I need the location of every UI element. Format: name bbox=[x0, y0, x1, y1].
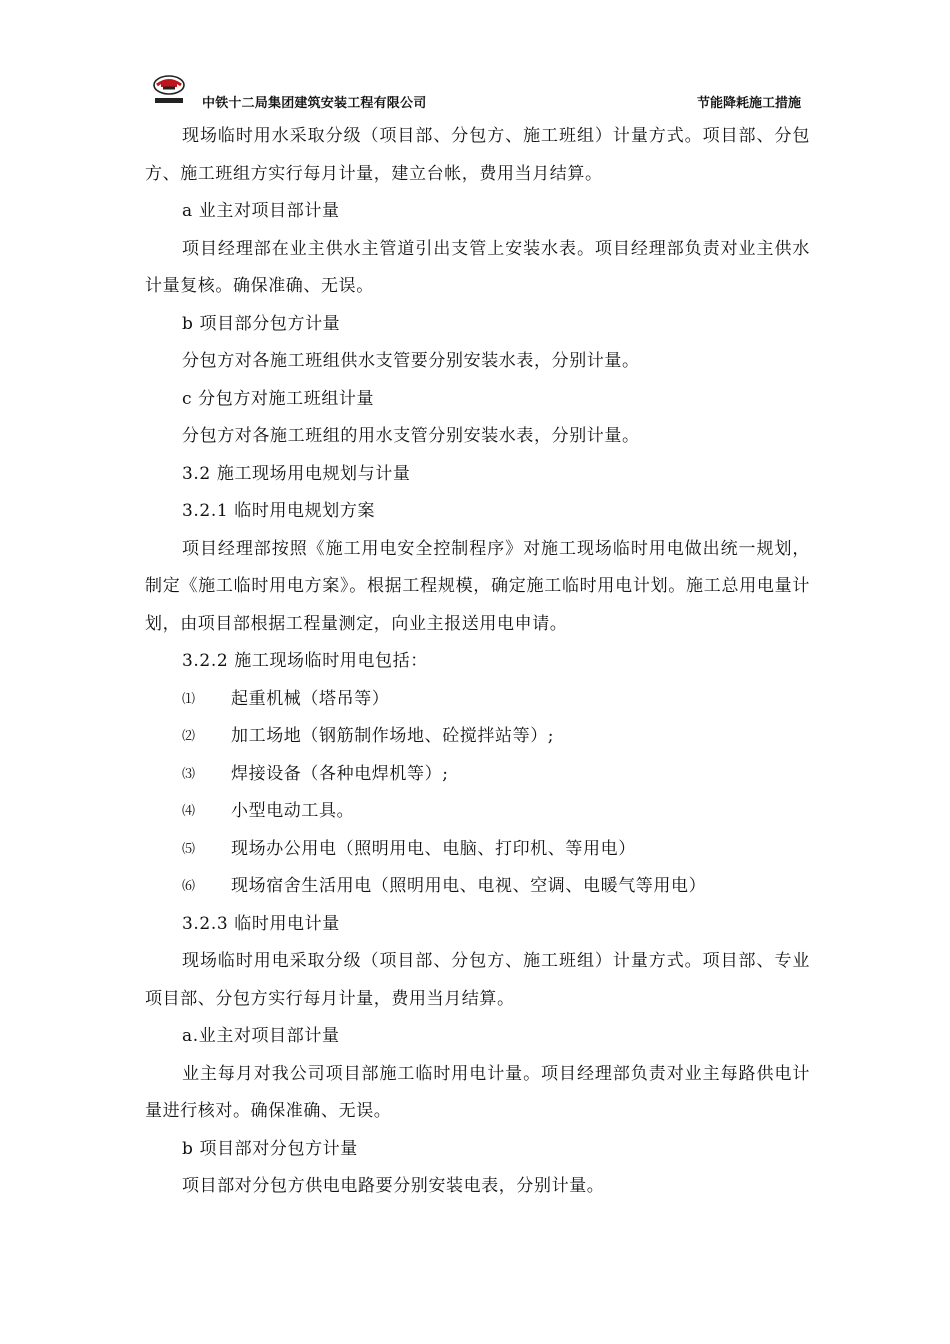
list-item bbox=[145, 718, 810, 756]
paragraph: 分包方对各施工班组的用水支管分别安装水表，分别计量。 bbox=[182, 426, 640, 446]
paragraph: 业主每月对我公司项目部施工临时用电计量。项目经理部负责对业主每路供电计量进行核对。确保准确、无误。 bbox=[145, 1063, 810, 1121]
list-item-text: 起重机械（塔吊等） bbox=[231, 688, 390, 709]
list-item bbox=[145, 868, 810, 906]
section-heading: a 业主对项目部计量 bbox=[182, 201, 340, 221]
section-heading: 3.2.1 临时用电规划方案 bbox=[182, 501, 376, 521]
company-logo bbox=[151, 74, 187, 106]
list-item-text: 现场办公用电（照明用电、电脑、打印机、等用电） bbox=[231, 838, 636, 859]
paragraph: 分包方对各施工班组供水支管要分别安装水表，分别计量。 bbox=[182, 351, 640, 371]
document-body bbox=[145, 118, 810, 1206]
list-item-number: ⑵ bbox=[182, 729, 196, 744]
list-item-text: 现场宿舍生活用电（照明用电、电视、空调、电暖气等用电） bbox=[231, 876, 707, 896]
section-heading: 3.2.3 临时用电计量 bbox=[182, 913, 340, 934]
list-item bbox=[145, 681, 810, 719]
section-heading: 3.2 施工现场用电规划与计量 bbox=[182, 463, 411, 484]
section-heading: a.业主对项目部计量 bbox=[182, 1026, 340, 1046]
list-item-text: 焊接设备（各种电焊机等）; bbox=[231, 763, 449, 784]
section-heading: c 分包方对施工班组计量 bbox=[182, 388, 375, 409]
list-item bbox=[145, 756, 810, 794]
list-item bbox=[145, 831, 810, 869]
paragraph: 项目经理部在业主供水主管道引出支管上安装水表。项目经理部负责对业主供水计量复核。确保准确、无误。 bbox=[145, 238, 810, 296]
paragraph: 项目经理部按照《施工用电安全控制程序》对施工现场临时用电做出统一规划，制定《施工临时用电方案》。根据工程规模，确定施工临时用电计划。施工总用电量计划，由项目部根据工程量测定，向业主报送用电申请。 bbox=[145, 538, 810, 634]
list-item-number: ⑷ bbox=[182, 804, 196, 819]
section-heading: 3.2.2 施工现场临时用电包括： bbox=[182, 651, 428, 671]
list-item-number: ⑶ bbox=[182, 766, 196, 782]
company-name: 中铁十二局集团建筑安装工程有限公司 bbox=[202, 96, 427, 111]
list-item-number: ⑸ bbox=[182, 841, 196, 857]
list-item-text: 小型电动工具。 bbox=[231, 801, 355, 821]
page-header bbox=[145, 72, 807, 112]
section-heading: b 项目部对分包方计量 bbox=[182, 1138, 358, 1159]
paragraph: 项目部对分包方供电电路要分别安装电表，分别计量。 bbox=[182, 1176, 605, 1196]
list-item-number: ⑹ bbox=[182, 879, 196, 894]
document-title: 节能降耗施工措施 bbox=[696, 96, 801, 111]
list-item bbox=[145, 793, 810, 831]
paragraph: 现场临时用电采取分级（项目部、分包方、施工班组）计量方式。项目部、专业项目部、分包方实行每月计量，费用当月结算。 bbox=[145, 951, 810, 1009]
list-item-number: ⑴ bbox=[182, 691, 196, 707]
section-heading: b 项目部分包方计量 bbox=[182, 313, 341, 334]
list-item-text: 加工场地（钢筋制作场地、砼搅拌站等）; bbox=[231, 726, 555, 746]
paragraph: 现场临时用水采取分级（项目部、分包方、施工班组）计量方式。项目部、分包方、施工班组方实行每月计量，建立台帐，费用当月结算。 bbox=[145, 126, 810, 184]
